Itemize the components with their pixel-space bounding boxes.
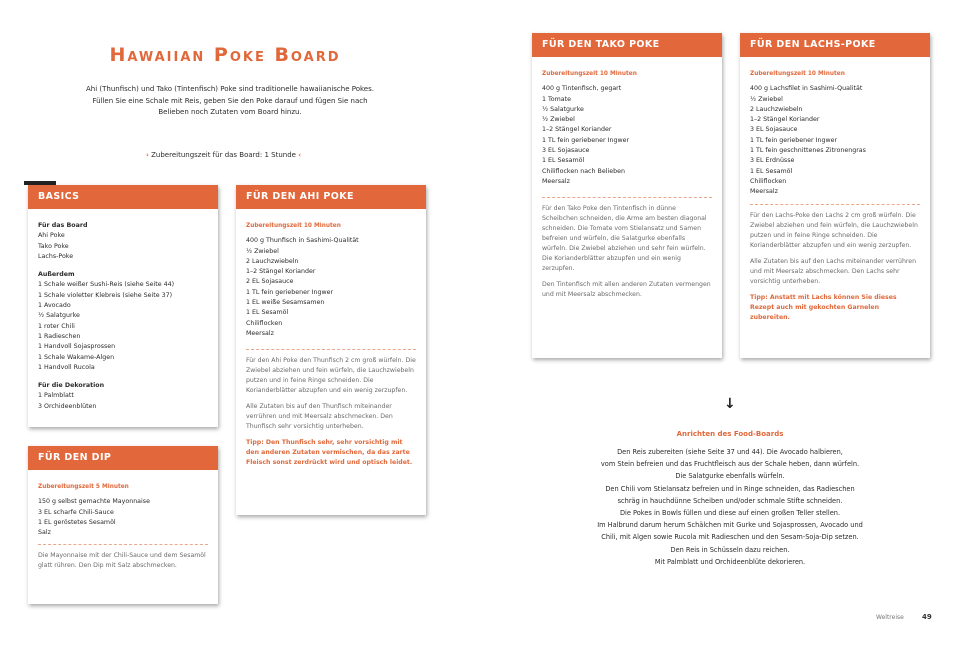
- instruction-line: Den Reis zubereiten (siehe Seite 37 und 44). Die Avocado halbieren,: [617, 448, 843, 456]
- list-item: 400 g Tintenfisch, gegart: [542, 85, 622, 93]
- lachs-description-2: Alle Zutaten bis auf den Lachs miteinander verrühren und mit Meersalz abschmecken. Den Lachs sehr vorsichtig unterheben.: [750, 257, 917, 285]
- ahi-description-2: Alle Zutaten bis auf den Thunfisch miteinander verrühren und mit Meersalz abschmecken. Den Thunfisch sehr vorsichtig unterheben.: [246, 403, 393, 431]
- basics-subtitle-board: Für das Board: [38, 222, 88, 229]
- list-item: 1 TL fein geschnittenes Zitronengras: [750, 147, 866, 155]
- board-prep-time: [146, 151, 301, 159]
- list-item: ½ Salatgurke: [38, 312, 80, 320]
- list-item: Chiliflocken: [246, 319, 283, 327]
- dip-title: FÜR DEN DIP: [28, 446, 218, 470]
- instruction-line: Im Halbrund darum herum Schälchen mit Gurke und Sojasprossen, Avocado und: [597, 521, 863, 530]
- list-item: 1–2 Stängel Koriander: [246, 268, 316, 276]
- lachs-prep-time: Zubereitungszeit 10 Minuten: [750, 71, 845, 77]
- list-item: 1 Palmblatt: [38, 392, 74, 400]
- list-item: 1 TL fein geriebener Ingwer: [246, 288, 334, 296]
- basics-subtitle-deco: Für die Dekoration: [38, 382, 105, 390]
- list-item: 3 EL scharfe Chili-Sauce: [38, 508, 114, 516]
- list-item: 1 Schale Wakame-Algen: [38, 353, 115, 361]
- list-item: 2 Lauchzwiebeln: [246, 257, 299, 265]
- list-item: 2 EL Sojasauce: [246, 278, 294, 286]
- dip-card: [28, 446, 218, 604]
- tako-card: [532, 33, 722, 358]
- list-item: 1 Avocado: [38, 302, 71, 310]
- food-board-instructions: [560, 446, 900, 568]
- list-item: 1 roter Chili: [38, 322, 75, 330]
- arrow-down-icon: ↓: [724, 396, 736, 412]
- list-item: ½ Zwiebel: [542, 116, 575, 124]
- ahi-description-1: Für den Ahi Poke den Thunfisch 2 cm groß würfeln. Die Zwiebel abziehen und fein würfeln, die Lauchzwiebeln putzen und in feine Ringe schneiden. Die Korianderblätter abzupfen und ein wenig zerzupfen.: [246, 357, 416, 395]
- list-item: 3 Orchideenblüten: [38, 402, 97, 410]
- basics-subtitle-extra: Außerdem: [38, 271, 75, 279]
- list-item: 1 Handvoll Sojasprossen: [38, 343, 116, 351]
- list-item: 1–2 Stängel Koriander: [542, 126, 612, 134]
- list-item: 150 g selbst gemachte Mayonnaise: [38, 498, 150, 506]
- lachs-tip: Tipp: Anstatt mit Lachs können Sie dieses Rezept auch mit gekochten Garnelen zubereiten.: [750, 293, 897, 321]
- instruction-line: Chili, mit Algen sowie Rucola mit Radieschen und den Sesam-Soja-Dip setzen.: [601, 533, 859, 542]
- list-item: Lachs-Poke: [38, 252, 74, 260]
- tako-description-2: Den Tintenfisch mit allen anderen Zutaten vermengen und mit Meersalz abschmecken.: [542, 281, 711, 299]
- list-item: 1 TL fein geriebener Ingwer: [542, 136, 630, 144]
- instruction-line: vom Stein befreien und das Fruchtfleisch aus der Schale heben, dann würfeln.: [600, 460, 860, 469]
- list-item: 1 EL Sesamöl: [750, 167, 793, 175]
- list-item: ½ Zwiebel: [246, 247, 279, 255]
- list-item: Chiliflocken: [750, 177, 787, 185]
- instruction-line: Den Reis in Schüsseln dazu reichen.: [670, 545, 790, 554]
- list-item: Meersalz: [542, 177, 570, 185]
- list-item: ½ Zwiebel: [750, 95, 783, 103]
- lachs-card: [740, 33, 930, 358]
- instruction-line: Den Chili vom Stielansatz befreien und in Ringe schneiden, das Radieschen: [605, 484, 855, 493]
- list-item: Ahi Poke: [38, 232, 65, 240]
- list-item: Meersalz: [750, 188, 778, 196]
- basics-title: BASICS: [28, 185, 218, 209]
- list-item: 2 Lauchzwiebeln: [750, 105, 803, 113]
- divider: [542, 197, 712, 198]
- tako-title: FÜR DEN TAKO POKE: [532, 33, 722, 57]
- lachs-description-1: Für den Lachs-Poke den Lachs 2 cm groß würfeln. Die Zwiebel abziehen und fein würfeln, die Lauchzwiebeln putzen und in feine Ringe schneiden. Die Korianderblätter abzupfen und ein wenig zerzupfen.: [750, 211, 918, 249]
- list-item: 400 g Thunfisch in Sashimi-Qualität: [246, 237, 359, 245]
- list-item: 3 EL Erdnüsse: [750, 157, 795, 165]
- list-item: 1 Radieschen: [38, 332, 81, 340]
- food-board-title: Anrichten des Food-Boards: [676, 430, 784, 438]
- list-item: Tako Poke: [38, 242, 69, 250]
- list-item: ½ Salatgurke: [542, 105, 584, 113]
- instruction-line: Mit Palmblatt und Orchideenblüte dekorieren.: [654, 557, 806, 566]
- tako-description-1: Für den Tako Poke den Tintenfisch in dünne Scheibchen schneiden, die Arme am besten diagonal schneiden. Die Tomate vom Stielansatz und Samen befreien und würfeln, die Salatgurke ebenfalls würfeln. Die Zwiebel abziehen und sehr fein würfeln. Die Korianderblätter abzupfen und ein wenig zerzupfen.: [542, 205, 707, 273]
- divider: [246, 349, 416, 350]
- ahi-tip: Tipp: Den Thunfisch sehr, sehr vorsichtig mit den anderen Zutaten vermischen, da das zarte Fleisch sonst zerdrückt wird und optisch leidet.: [246, 439, 413, 467]
- basics-card: [28, 185, 218, 427]
- list-item: 1 TL fein geriebener Ingwer: [750, 136, 838, 144]
- chevron-left-icon: ‹: [298, 151, 302, 159]
- list-item: Meersalz: [246, 329, 274, 337]
- page-title: Hawaiian Poke Board: [109, 44, 341, 66]
- list-item: 1 Schale violetter Klebreis (siehe Seite 37): [38, 291, 173, 299]
- page-number: 49: [922, 613, 932, 621]
- list-item: 1 EL Sesamöl: [246, 309, 289, 317]
- instruction-line: Die Salatgurke ebenfalls würfeln.: [675, 472, 785, 481]
- footer-section-label: Weltreise: [876, 614, 904, 621]
- ahi-card: [236, 185, 426, 515]
- divider: [750, 204, 920, 205]
- divider: [38, 544, 208, 545]
- list-item: 1–2 Stängel Koriander: [750, 116, 820, 124]
- list-item: 1 Schale weißer Sushi-Reis (siehe Seite 44): [38, 281, 175, 289]
- dip-prep-time: Zubereitungszeit 5 Minuten: [38, 484, 129, 490]
- instruction-line: schräg in hauchdünne Scheiben und/oder schmale Stifte schneiden.: [617, 496, 843, 505]
- list-item: 1 Handvoll Rucola: [38, 363, 95, 371]
- chevron-right-icon: ›: [146, 151, 149, 159]
- list-item: Chiliflocken nach Belieben: [542, 167, 625, 175]
- tako-prep-time: Zubereitungszeit 10 Minuten: [542, 71, 637, 77]
- board-prep-label: Zubereitungszeit für das Board: 1 Stunde: [151, 151, 296, 159]
- list-item: 1 Tomate: [542, 95, 571, 103]
- ahi-prep-time: Zubereitungszeit 10 Minuten: [246, 223, 341, 229]
- dip-description: Die Mayonnaise mit der Chili-Sauce und dem Sesamöl glatt rühren. Den Dip mit Salz abschmecken.: [38, 552, 206, 570]
- list-item: 1 EL Sesamöl: [542, 157, 585, 165]
- list-item: 1 EL geröstetes Sesamöl: [38, 518, 116, 526]
- list-item: 400 g Lachsfilet in Sashimi-Qualität: [750, 85, 863, 93]
- ahi-title: FÜR DEN AHI POKE: [236, 185, 426, 209]
- list-item: Salz: [38, 529, 51, 537]
- list-item: 3 EL Sojasauce: [750, 126, 798, 134]
- list-item: 1 EL weiße Sesamsamen: [246, 299, 325, 307]
- intro-text: Ahi (Thunfisch) und Tako (Tintenfisch) Poke sind traditionelle hawaiianische Pokes. Füllen Sie eine Schale mit Reis, geben Sie den Poke darauf und fügen Sie nach Belieben noch Zutaten vom Board hinzu.: [86, 85, 374, 116]
- list-item: 3 EL Sojasauce: [542, 147, 590, 155]
- lachs-title: FÜR DEN LACHS-POKE: [740, 33, 930, 57]
- instruction-line: Die Pokes in Bowls füllen und diese auf einen großen Teller stellen.: [619, 509, 841, 518]
